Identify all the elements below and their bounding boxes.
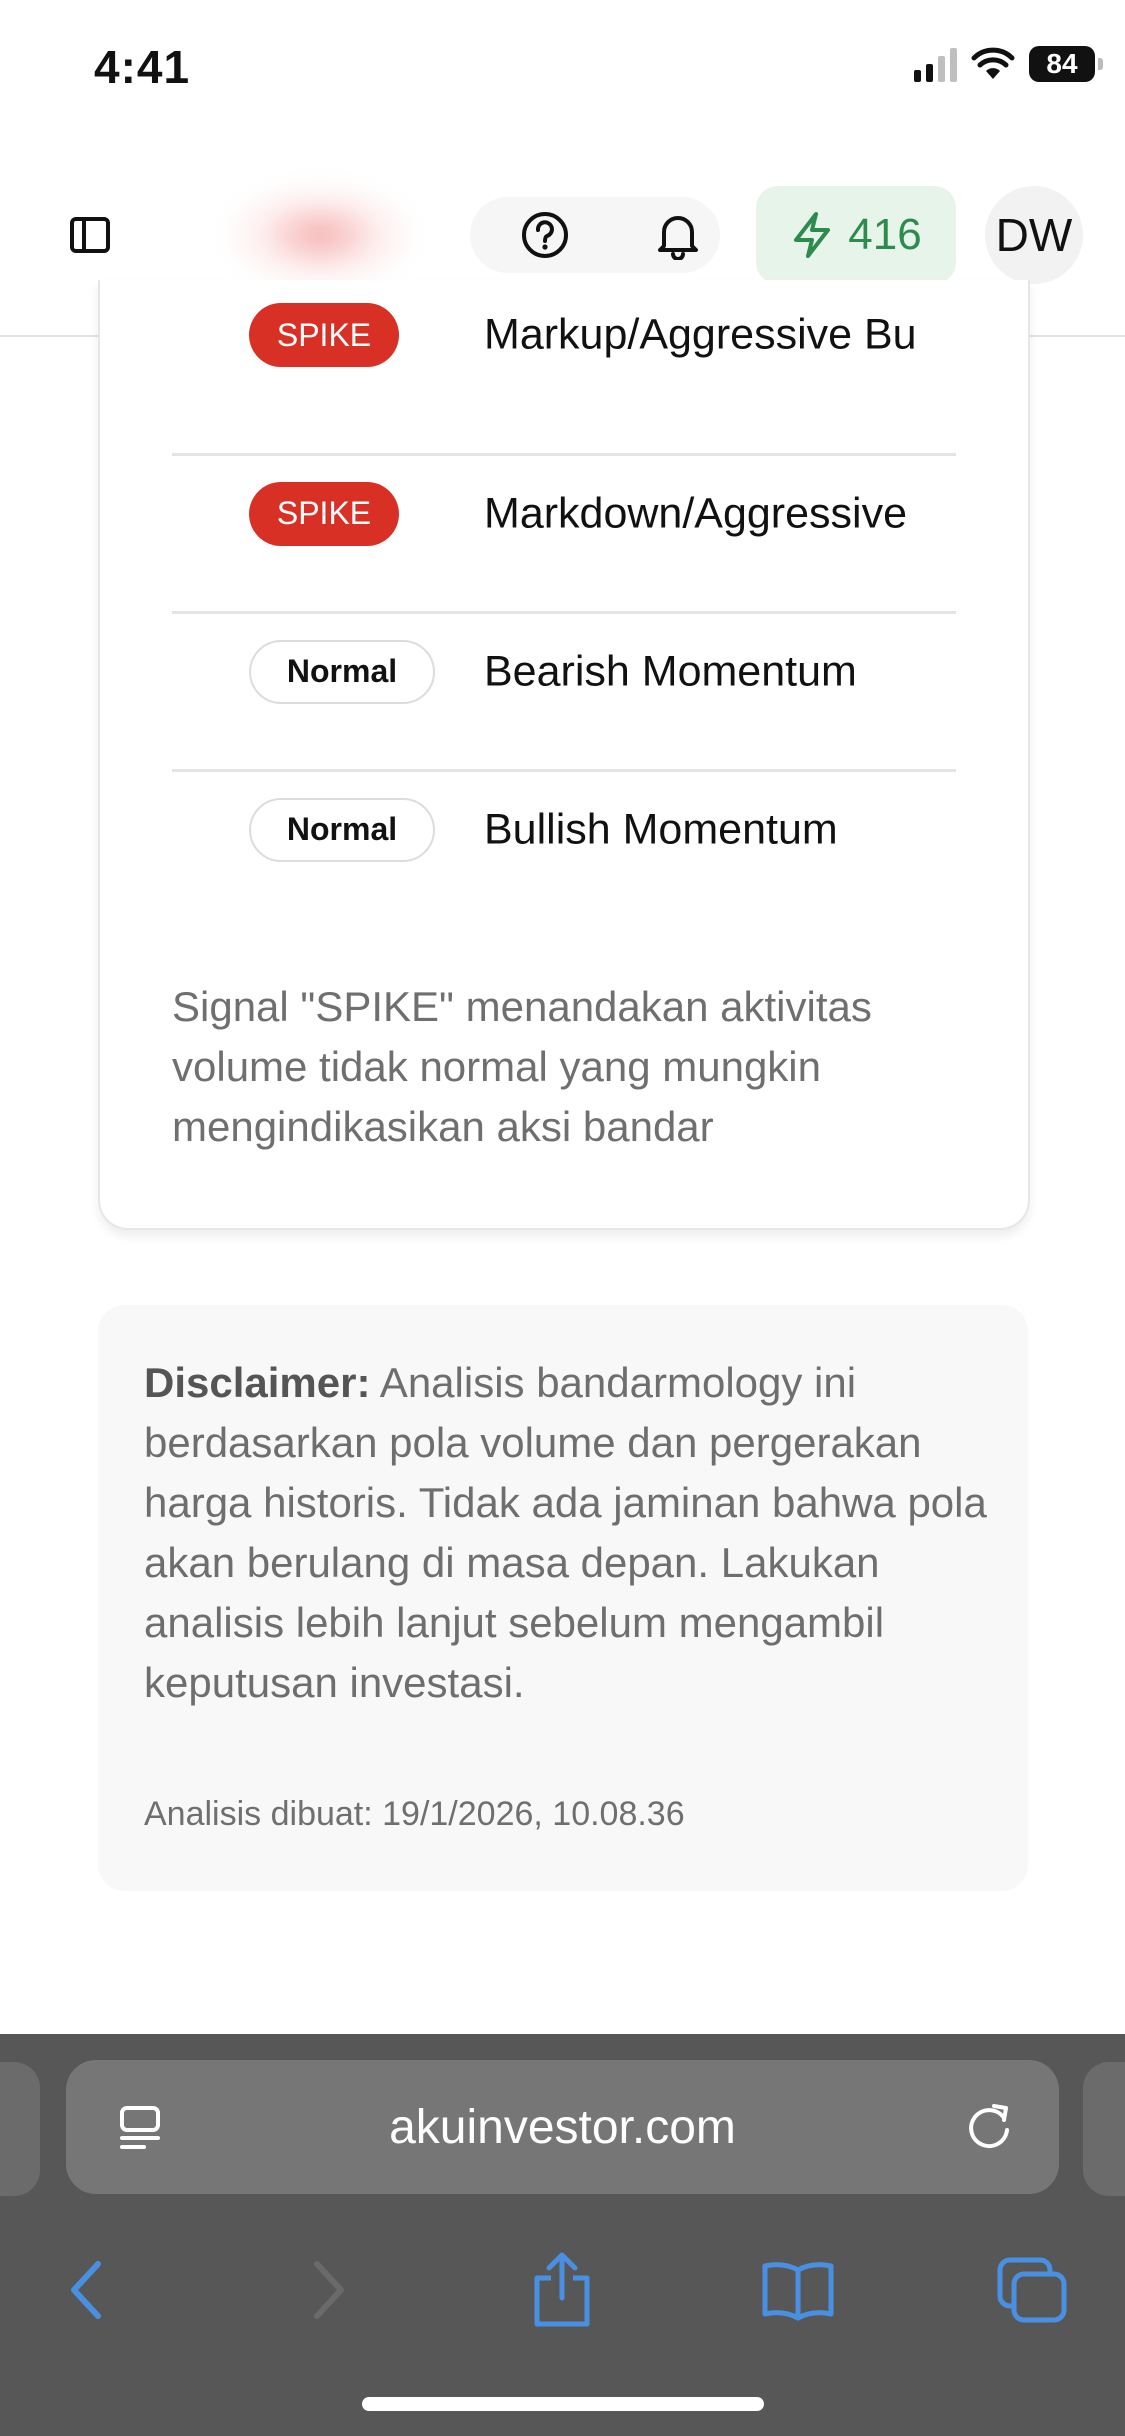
share-button[interactable] (520, 2248, 604, 2332)
home-indicator (362, 2397, 764, 2411)
sidebar-icon[interactable] (66, 211, 114, 259)
disclaimer-text (144, 1353, 989, 1713)
signal-row (172, 772, 956, 928)
bell-icon (654, 210, 702, 260)
lightning-icon (790, 210, 834, 260)
status-bar (0, 0, 1125, 135)
url-text[interactable]: akuinvestor.com (389, 2101, 736, 2154)
signal-label: Bullish Momentum (484, 805, 838, 854)
browser-nav-row (0, 2234, 1125, 2354)
next-tab-preview[interactable] (1083, 2062, 1125, 2196)
signal-badge-spike: SPIKE (249, 482, 399, 546)
signal-badge-spike: SPIKE (249, 303, 399, 367)
browser-toolbar (0, 2034, 1125, 2436)
wifi-icon (971, 47, 1015, 81)
signal-label: Markdown/Aggressive (484, 489, 908, 538)
previous-tab-preview[interactable] (0, 2062, 40, 2196)
avatar[interactable]: DW (985, 186, 1083, 284)
credits-count: 416 (848, 210, 922, 259)
signal-row (172, 614, 956, 770)
disclaimer-label: Disclaimer: (144, 1359, 371, 1406)
signal-badge-normal: Normal (249, 798, 435, 862)
status-icons (914, 46, 1095, 82)
tabs-button[interactable] (990, 2248, 1074, 2332)
battery-icon: 84 (1029, 46, 1095, 82)
help-button[interactable] (515, 205, 575, 265)
disclaimer-body: Analisis bandarmology ini berdasarkan pola volume dan pergerakan harga historis. Tidak ada jaminan bahwa pola akan berulang di masa depan. Lakukan analisis lebih lanjut sebelum mengambil keputusan investasi. (144, 1359, 987, 1706)
signal-row (172, 257, 956, 413)
signal-badge-normal: Normal (249, 640, 435, 704)
cellular-signal-icon (914, 46, 957, 82)
tabs-icon (994, 2254, 1070, 2326)
help-icon (520, 210, 570, 260)
status-time: 4:41 (94, 41, 191, 93)
bookmarks-button[interactable] (756, 2248, 840, 2332)
forward-button[interactable] (286, 2248, 370, 2332)
disclaimer-box (98, 1305, 1028, 1891)
analysis-timestamp: Analisis dibuat: 19/1/2026, 10.08.36 (144, 1795, 685, 1833)
signal-note: Signal "SPIKE" menandakan aktivitas volume tidak normal yang mungkin mengindikasikan aksi bandar (172, 983, 872, 1150)
share-icon (529, 2250, 595, 2330)
back-icon (62, 2258, 112, 2322)
bookmarks-icon (759, 2258, 837, 2322)
address-bar[interactable] (66, 2060, 1059, 2194)
signal-label: Bearish Momentum (484, 647, 857, 696)
notifications-button[interactable] (648, 205, 708, 265)
forward-icon (303, 2258, 353, 2322)
signals-card (98, 280, 1030, 1230)
signal-label: Markup/Aggressive Bu (484, 310, 917, 359)
signal-row (172, 456, 956, 612)
back-button[interactable] (45, 2248, 129, 2332)
reload-icon[interactable] (960, 2098, 1018, 2156)
